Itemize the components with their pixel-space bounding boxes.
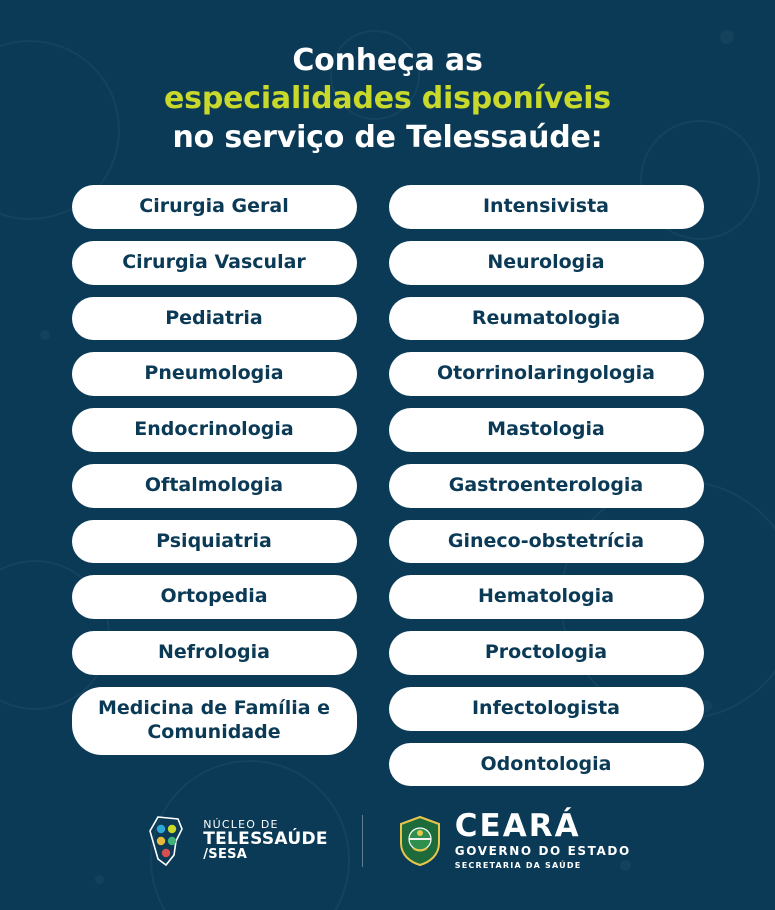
specialty-item[interactable]: Reumatologia <box>389 297 704 341</box>
specialty-item[interactable]: Mastologia <box>389 408 704 452</box>
nucleo-line-3: /SESA <box>203 847 248 863</box>
specialty-item[interactable]: Oftalmologia <box>72 464 357 508</box>
title-line-1: Conheça as <box>292 43 483 78</box>
ceara-title: CEARÁ <box>454 808 581 844</box>
specialties-columns <box>0 185 775 786</box>
footer <box>0 808 775 870</box>
specialty-item[interactable]: Cirurgia Vascular <box>72 241 357 285</box>
ceara-department: SECRETARIA DA SAÚDE <box>454 861 582 870</box>
specialties-left-column <box>72 185 357 786</box>
footer-divider <box>362 815 363 867</box>
specialty-item[interactable]: Gastroenterologia <box>389 464 704 508</box>
ceara-coat-of-arms-icon <box>397 815 443 867</box>
specialty-item[interactable]: Gineco-obstetrícia <box>389 520 704 564</box>
specialty-item[interactable]: Ortopedia <box>72 575 357 619</box>
nucleo-line-1: NÚCLEO DE <box>203 817 279 831</box>
government-logo <box>397 808 631 870</box>
nucleo-logo-text <box>203 819 328 862</box>
title-line-3: no serviço de Telessaúde: <box>172 119 603 155</box>
ceara-subtitle: GOVERNO DO ESTADO <box>454 844 631 858</box>
specialty-item[interactable]: Pediatria <box>72 297 357 341</box>
page-title <box>0 0 775 157</box>
ceara-state-map-icon <box>144 815 192 867</box>
nucleo-line-2: TELESSAÚDE <box>203 829 328 850</box>
specialty-item[interactable]: Infectologista <box>389 687 704 731</box>
specialty-item[interactable]: Medicina de Família e Comunidade <box>72 687 357 755</box>
specialty-item[interactable]: Pneumologia <box>72 352 357 396</box>
specialty-item[interactable]: Odontologia <box>389 743 704 787</box>
specialties-right-column <box>389 185 704 786</box>
nucleo-telessaude-logo <box>144 815 328 867</box>
government-logo-text <box>454 808 631 870</box>
specialty-item[interactable]: Psiquiatria <box>72 520 357 564</box>
specialty-item[interactable]: Intensivista <box>389 185 704 229</box>
specialty-item[interactable]: Neurologia <box>389 241 704 285</box>
specialty-item[interactable]: Nefrologia <box>72 631 357 675</box>
title-line-2-accent: especialidades disponíveis <box>164 81 611 117</box>
specialty-item[interactable]: Cirurgia Geral <box>72 185 357 229</box>
specialty-item[interactable]: Endocrinologia <box>72 408 357 452</box>
specialty-item[interactable]: Otorrinolaringologia <box>389 352 704 396</box>
specialty-item[interactable]: Hematologia <box>389 575 704 619</box>
specialty-item[interactable]: Proctologia <box>389 631 704 675</box>
